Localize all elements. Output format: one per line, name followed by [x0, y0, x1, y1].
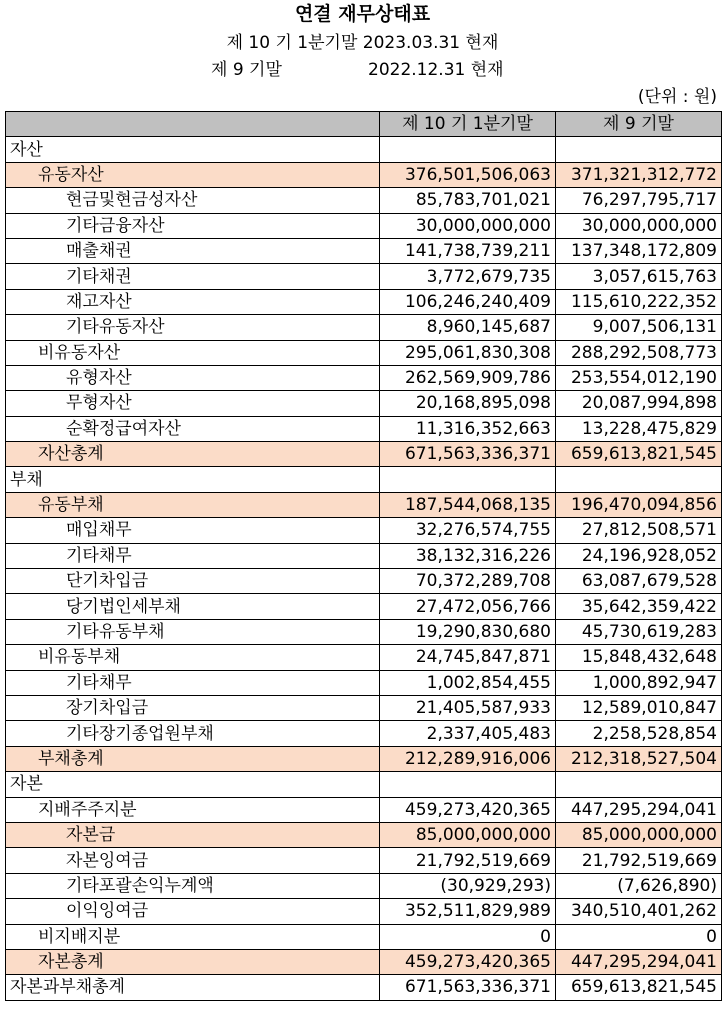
account-label: 순확정급여자산 — [6, 416, 380, 441]
table-row — [6, 213, 722, 238]
prior-period-value: 212,318,527,504 — [556, 746, 722, 771]
table-row — [6, 365, 722, 390]
prior-period-value: 76,297,795,717 — [556, 188, 722, 213]
account-label: 비유동자산 — [6, 340, 380, 365]
account-label: 부채총계 — [6, 746, 380, 771]
current-period-value: 27,472,056,766 — [380, 594, 556, 619]
current-period-value: 21,792,519,669 — [380, 848, 556, 873]
current-period-value: 24,745,847,871 — [380, 645, 556, 670]
current-period-value: 141,738,739,211 — [380, 238, 556, 263]
account-label: 자본총계 — [6, 949, 380, 974]
current-period-value: 0 — [380, 924, 556, 949]
table-row — [6, 340, 722, 365]
current-period-value — [380, 467, 556, 492]
account-label: 자본과부채총계 — [6, 975, 380, 1000]
prior-period-value — [556, 137, 722, 162]
account-label: 기타금융자산 — [6, 213, 380, 238]
prior-period-value: 13,228,475,829 — [556, 416, 722, 441]
table-row — [6, 772, 722, 797]
table-row — [6, 543, 722, 568]
current-period-value: 85,783,701,021 — [380, 188, 556, 213]
balance-sheet-table — [5, 111, 722, 1001]
current-period-value: 212,289,916,006 — [380, 746, 556, 771]
table-row — [6, 848, 722, 873]
current-period-value — [380, 772, 556, 797]
prior-period-value: 3,057,615,763 — [556, 264, 722, 289]
current-period-value: 32,276,574,755 — [380, 518, 556, 543]
account-label: 기타채무 — [6, 543, 380, 568]
current-period-value: 21,405,587,933 — [380, 695, 556, 720]
prior-period-value: 27,812,508,571 — [556, 518, 722, 543]
current-period-value: 20,168,895,098 — [380, 391, 556, 416]
current-period-value: 376,501,506,063 — [380, 162, 556, 187]
table-row — [6, 137, 722, 162]
prior-period-value: 12,589,010,847 — [556, 695, 722, 720]
prior-period-value: 21,792,519,669 — [556, 848, 722, 873]
prior-period-value: 30,000,000,000 — [556, 213, 722, 238]
prior-period-value — [556, 467, 722, 492]
prior-period-value: 2,258,528,854 — [556, 721, 722, 746]
account-label: 자산 — [6, 137, 380, 162]
prior-period-value — [556, 772, 722, 797]
current-period-value: 11,316,352,663 — [380, 416, 556, 441]
account-label: 비지배지분 — [6, 924, 380, 949]
account-label: 현금및현금성자산 — [6, 188, 380, 213]
current-period-value: 85,000,000,000 — [380, 822, 556, 847]
unit-label: (단위 : 원) — [637, 87, 717, 107]
current-period-value: (30,929,293) — [380, 873, 556, 898]
account-label: 매입채무 — [6, 518, 380, 543]
column-header-account — [6, 112, 380, 137]
current-period-value: 295,061,830,308 — [380, 340, 556, 365]
prior-period-value: 137,348,172,809 — [556, 238, 722, 263]
account-label: 유동자산 — [6, 162, 380, 187]
prior-period-value: 20,087,994,898 — [556, 391, 722, 416]
prior-period-value: 340,510,401,262 — [556, 899, 722, 924]
current-period-value: 262,569,909,786 — [380, 365, 556, 390]
prior-period-value: 253,554,012,190 — [556, 365, 722, 390]
table-row — [6, 264, 722, 289]
account-label: 무형자산 — [6, 391, 380, 416]
table-row — [6, 391, 722, 416]
table-row — [6, 467, 722, 492]
prior-period-value: 659,613,821,545 — [556, 975, 722, 1000]
table-row — [6, 899, 722, 924]
account-label: 재고자산 — [6, 289, 380, 314]
table-row — [6, 315, 722, 340]
prior-period-value: 447,295,294,041 — [556, 797, 722, 822]
table-row — [6, 746, 722, 771]
prior-period-value: 196,470,094,856 — [556, 492, 722, 517]
current-period-value: 187,544,068,135 — [380, 492, 556, 517]
current-period-value: 671,563,336,371 — [380, 975, 556, 1000]
current-period-value: 3,772,679,735 — [380, 264, 556, 289]
table-header-row — [6, 112, 722, 137]
account-label: 단기차입금 — [6, 569, 380, 594]
table-row — [6, 569, 722, 594]
table-row — [6, 289, 722, 314]
current-period-value: 1,002,854,455 — [380, 670, 556, 695]
account-label: 지배주주지분 — [6, 797, 380, 822]
account-label: 기타채무 — [6, 670, 380, 695]
current-period-value: 70,372,289,708 — [380, 569, 556, 594]
prior-period-value: 15,848,432,648 — [556, 645, 722, 670]
prior-period-value: 288,292,508,773 — [556, 340, 722, 365]
current-period-value: 30,000,000,000 — [380, 213, 556, 238]
account-label: 자본잉여금 — [6, 848, 380, 873]
table-row — [6, 924, 722, 949]
report-header — [0, 0, 725, 110]
current-period-value: 38,132,316,226 — [380, 543, 556, 568]
account-label: 자본 — [6, 772, 380, 797]
account-label: 기타장기종업원부채 — [6, 721, 380, 746]
table-row — [6, 645, 722, 670]
account-label: 유형자산 — [6, 365, 380, 390]
account-label: 기타채권 — [6, 264, 380, 289]
current-period-value: 352,511,829,989 — [380, 899, 556, 924]
prior-period-value: 447,295,294,041 — [556, 949, 722, 974]
table-row — [6, 797, 722, 822]
column-header-prior: 제 9 기말 — [556, 112, 722, 137]
account-label: 기타유동자산 — [6, 315, 380, 340]
current-period-value: 8,960,145,687 — [380, 315, 556, 340]
prior-period-value: 35,642,359,422 — [556, 594, 722, 619]
table-row — [6, 670, 722, 695]
table-row — [6, 619, 722, 644]
prior-period-value: 45,730,619,283 — [556, 619, 722, 644]
table-row — [6, 695, 722, 720]
current-period-value — [380, 137, 556, 162]
prior-period-value: 85,000,000,000 — [556, 822, 722, 847]
table-row — [6, 975, 722, 1000]
table-row — [6, 188, 722, 213]
current-period: 제 10 기 1분기말 2023.03.31 현재 — [226, 33, 499, 53]
account-label: 유동부채 — [6, 492, 380, 517]
prior-period-value: 0 — [556, 924, 722, 949]
page-title: 연결 재무상태표 — [294, 3, 431, 25]
current-period-value: 459,273,420,365 — [380, 797, 556, 822]
account-label: 당기법인세부채 — [6, 594, 380, 619]
prior-period-value: 24,196,928,052 — [556, 543, 722, 568]
prior-period-value: 115,610,222,352 — [556, 289, 722, 314]
account-label: 비유동부채 — [6, 645, 380, 670]
current-period-value: 2,337,405,483 — [380, 721, 556, 746]
account-label: 장기차입금 — [6, 695, 380, 720]
current-period-value: 459,273,420,365 — [380, 949, 556, 974]
account-label: 자산총계 — [6, 442, 380, 467]
prior-period-label: 제 9 기말 — [211, 60, 282, 80]
prior-period-value: 659,613,821,545 — [556, 442, 722, 467]
current-period-value: 19,290,830,680 — [380, 619, 556, 644]
account-label: 자본금 — [6, 822, 380, 847]
current-period-value: 671,563,336,371 — [380, 442, 556, 467]
table-row — [6, 822, 722, 847]
prior-period-value: 371,321,312,772 — [556, 162, 722, 187]
table-row — [6, 721, 722, 746]
account-label: 부채 — [6, 467, 380, 492]
table-row — [6, 492, 722, 517]
column-header-current: 제 10 기 1분기말 — [380, 112, 556, 137]
prior-period-date: 2022.12.31 현재 — [368, 60, 504, 80]
account-label: 기타유동부채 — [6, 619, 380, 644]
account-label: 매출채권 — [6, 238, 380, 263]
prior-period-value: 1,000,892,947 — [556, 670, 722, 695]
table-row — [6, 442, 722, 467]
table-row — [6, 518, 722, 543]
prior-period-value: (7,626,890) — [556, 873, 722, 898]
account-label: 이익잉여금 — [6, 899, 380, 924]
account-label: 기타포괄손익누계액 — [6, 873, 380, 898]
table-row — [6, 949, 722, 974]
prior-period-value: 9,007,506,131 — [556, 315, 722, 340]
table-row — [6, 162, 722, 187]
table-row — [6, 873, 722, 898]
table-row — [6, 594, 722, 619]
current-period-value: 106,246,240,409 — [380, 289, 556, 314]
prior-period-value: 63,087,679,528 — [556, 569, 722, 594]
table-row — [6, 238, 722, 263]
table-row — [6, 416, 722, 441]
